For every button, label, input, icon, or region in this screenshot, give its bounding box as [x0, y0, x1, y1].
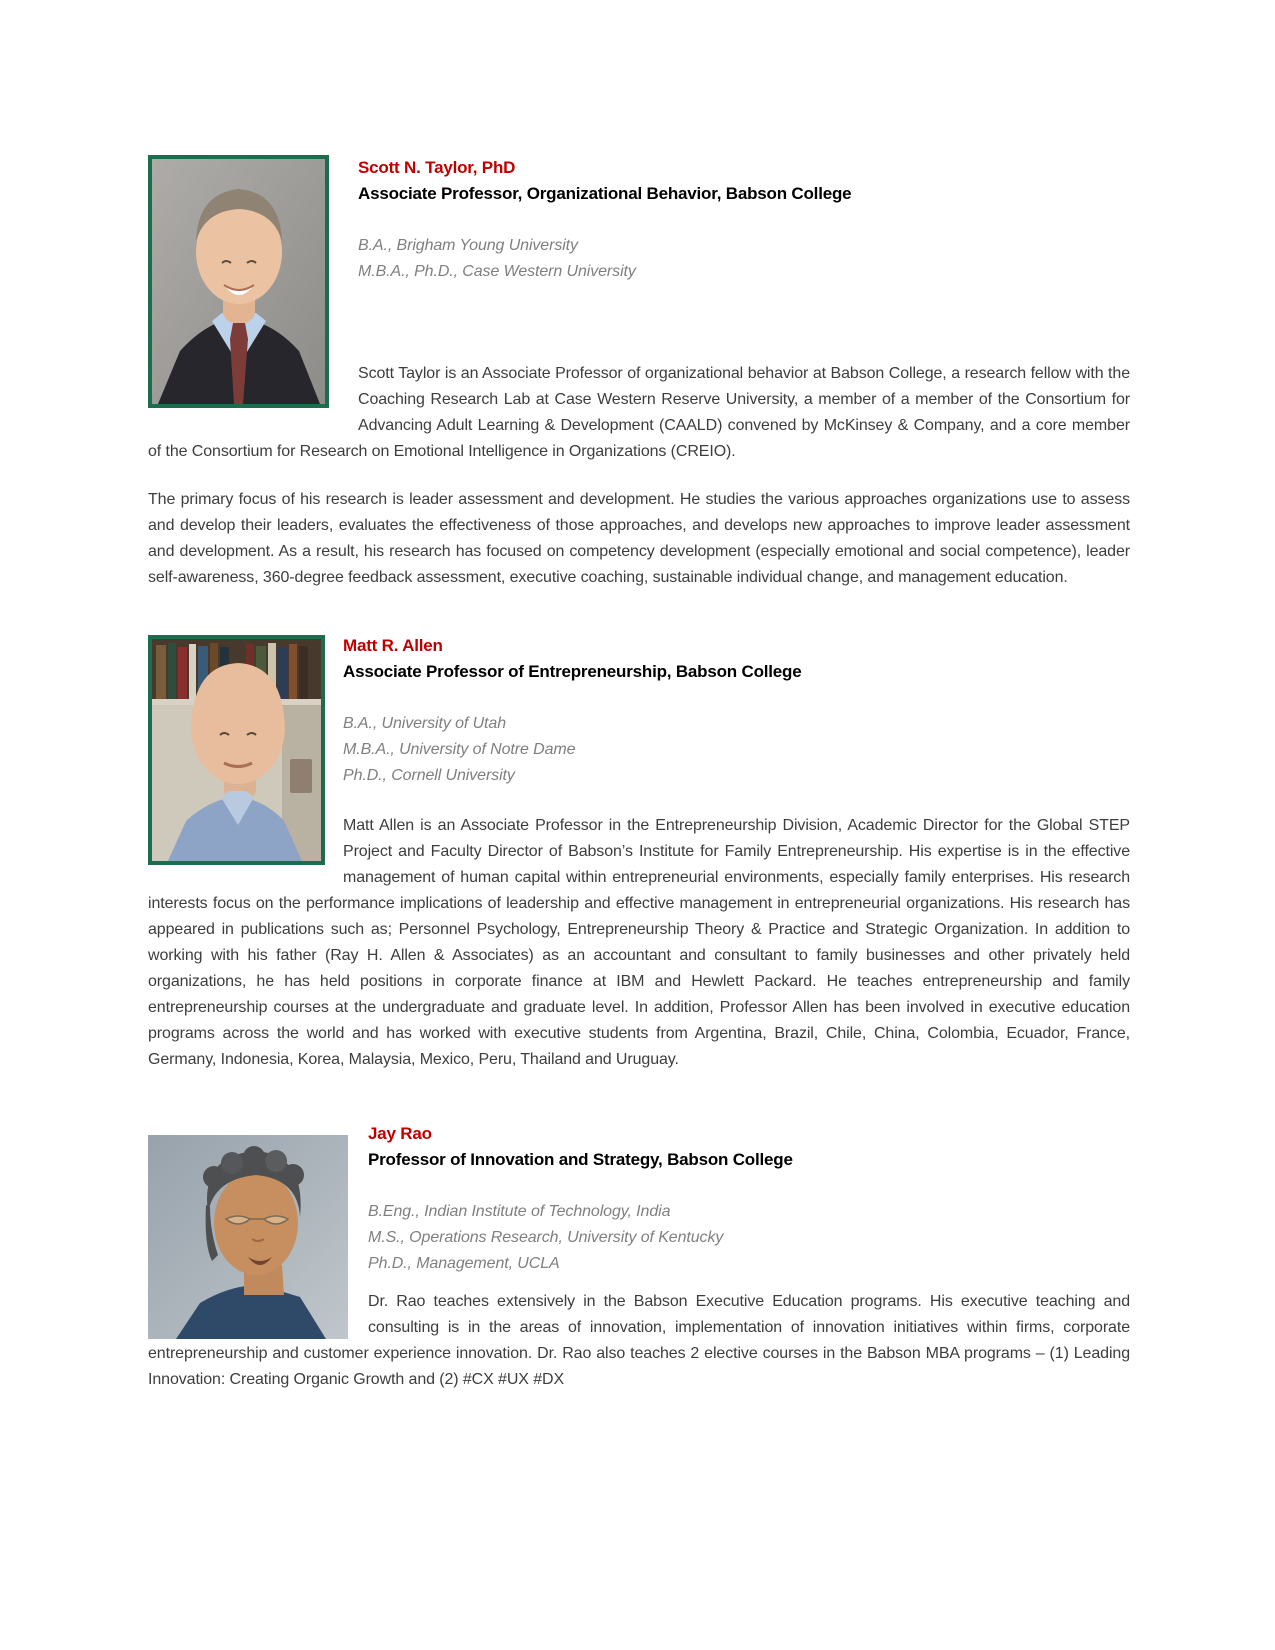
- bio-paragraph: Dr. Rao teaches extensively in the Babson Executive Education programs. His executive teaching and consulting is in the areas of innovation, implementation of innovation initiatives within firms, corporate entrepreneurship and customer experience innovation. Dr. Rao also teaches 2 elective courses in the Babson MBA programs – (1) Leading Innovation: Creating Organic Growth and (2) #CX #UX #DX: [148, 1293, 1130, 1388]
- scott-taylor-photo: [148, 155, 329, 408]
- profile-name: Matt R. Allen: [343, 636, 443, 655]
- bio-paragraph: Scott Taylor is an Associate Professor of organizational behavior at Babson College, a research fellow with the Coaching Research Lab at Case Western Reserve University, a member of a member of the Consortium for Advancing Adult Learning & Development (CAALD) convened by McKinsey & Company, and a core member of the Consortium for Research on Emotional Intelligence in Organizations (CREIO).: [148, 365, 1130, 460]
- bio-paragraph: Matt Allen is an Associate Professor in the Entrepreneurship Division, Academic Director for the Global STEP Project and Faculty Director of Babson’s Institute for Family Entrepreneurship. His expertise is in the effective management of human capital within entrepreneurial environments, especially family enterprises. His research interests focus on the performance implications of leadership and effective management in entrepreneurial organizations. His research has appeared in publications such as; Personnel Psychology, Entrepreneurship Theory & Practice and Strategic Organization. In addition to working with his father (Ray H. Allen & Associates) as an accountant and consultant to family businesses and other privately held organizations, he has held positions in corporate finance at IBM and Hewlett Packard. He teaches entrepreneurship and family entrepreneurship courses at the undergraduate and graduate level. In addition, Professor Allen has been involved in executive education programs across the world and has worked with executive students from Argentina, Brazil, Chile, China, Colombia, Ecuador, France, Germany, Indonesia, Korea, Malaysia, Mexico, Peru, Thailand and Uruguay.: [148, 817, 1130, 1068]
- profile-section-jay-rao: [148, 1121, 1130, 1393]
- education-degree: M.B.A., Ph.D., Case Western University: [358, 263, 636, 280]
- matt-allen-photo: [148, 635, 325, 865]
- education-degree: B.Eng., Indian Institute of Technology, India: [368, 1203, 671, 1220]
- profile-section-matt-allen: [148, 633, 1130, 1073]
- matt-allen-portrait-illustration: [152, 639, 321, 861]
- bio-paragraph: The primary focus of his research is leader assessment and development. He studies the various approaches organizations use to assess and develop their leaders, evaluates the effectiveness of those approaches, and develops new approaches to improve leader assessment and development. As a result, his research has focused on competency development (especially emotional and social competence), leader self-awareness, 360-degree feedback assessment, executive coaching, sustainable individual change, and management education.: [148, 491, 1130, 586]
- profile-title: Associate Professor, Organizational Behavior, Babson College: [358, 184, 852, 203]
- education-degree: M.S., Operations Research, University of Kentucky: [368, 1229, 724, 1246]
- profile-name: Scott N. Taylor, PhD: [358, 158, 516, 177]
- jay-rao-portrait-illustration: [148, 1135, 348, 1339]
- education-degree: B.A., University of Utah: [343, 715, 506, 732]
- profile-title: Professor of Innovation and Strategy, Babson College: [368, 1150, 793, 1169]
- profile-name: Jay Rao: [368, 1124, 432, 1143]
- profile-title: Associate Professor of Entrepreneurship, Babson College: [343, 662, 802, 681]
- scott-taylor-portrait-illustration: [152, 159, 325, 404]
- education-degree: B.A., Brigham Young University: [358, 237, 578, 254]
- education-degree: M.B.A., University of Notre Dame: [343, 741, 576, 758]
- education-degree: Ph.D., Management, UCLA: [368, 1255, 560, 1272]
- profile-section-scott-taylor: [148, 155, 1130, 591]
- education-degree: Ph.D., Cornell University: [343, 767, 515, 784]
- jay-rao-photo: [148, 1135, 348, 1339]
